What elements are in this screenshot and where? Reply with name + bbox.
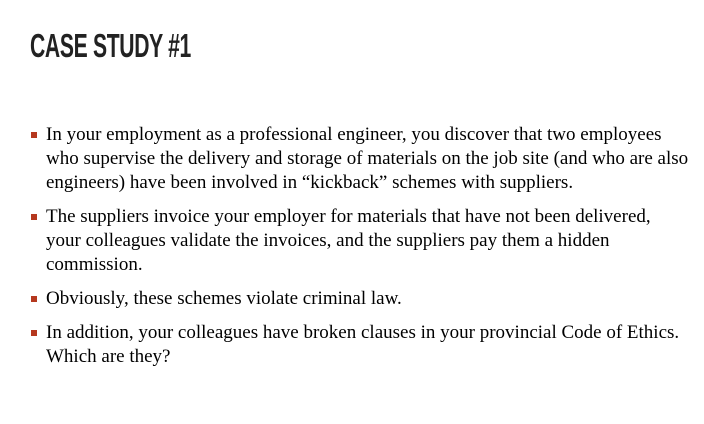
square-bullet-icon <box>31 330 37 336</box>
square-bullet-icon <box>31 296 37 302</box>
slide-title: CASE STUDY #1 <box>30 27 191 64</box>
bullet-list <box>30 123 690 379</box>
square-bullet-icon <box>31 214 37 220</box>
bullet-text: In your employment as a professional engineer, you discover that two employees who supervise the delivery and storage of materials on the job site (and who are also engineers) have been involved in “kickback” schemes with suppliers. <box>46 124 689 193</box>
bullet-text: The suppliers invoice your employer for materials that have not been delivered, your colleagues validate the invoices, and the suppliers pay them a hidden commission. <box>46 206 651 275</box>
bullet-item <box>30 123 690 195</box>
bullet-item <box>30 205 690 277</box>
bullet-item <box>30 287 690 311</box>
bullet-text: In addition, your colleagues have broken clauses in your provincial Code of Ethics. Which are they? <box>46 322 680 367</box>
square-bullet-icon <box>31 132 37 138</box>
bullet-text: Obviously, these schemes violate criminal law. <box>46 288 402 309</box>
bullet-item <box>30 321 690 369</box>
